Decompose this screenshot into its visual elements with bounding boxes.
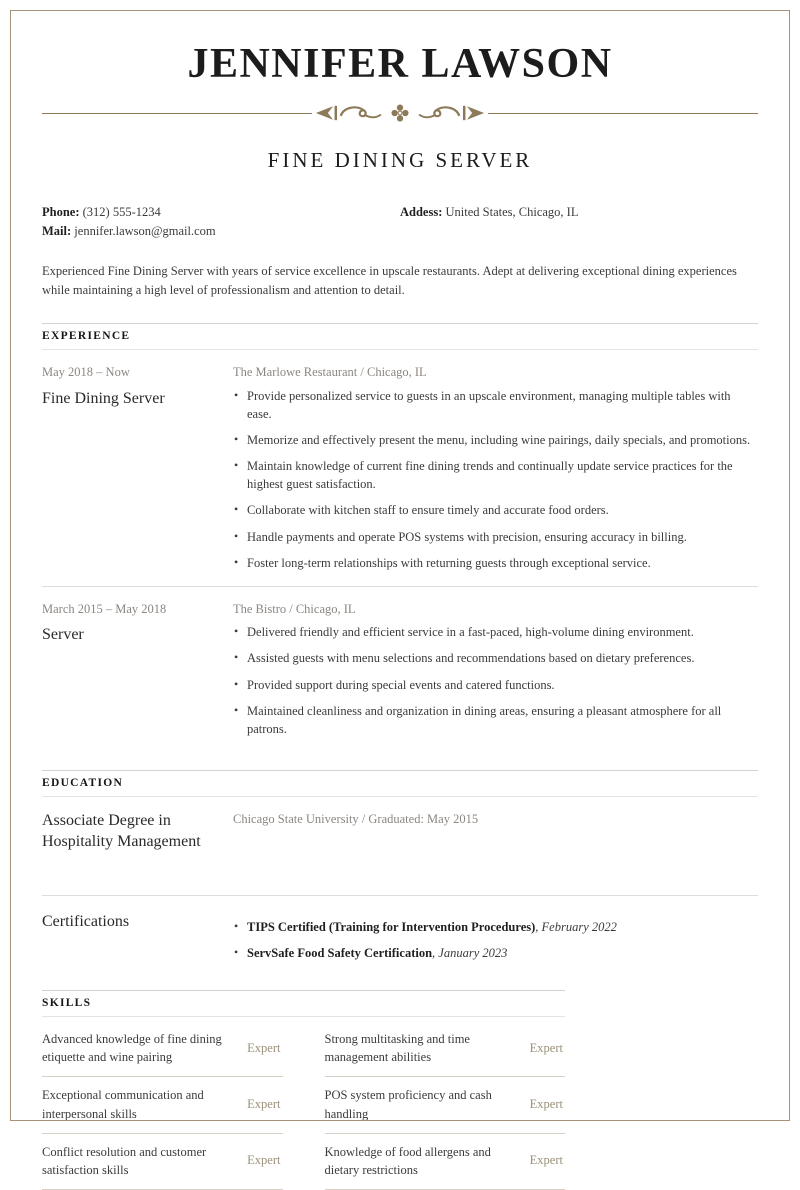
contact-section (42, 203, 758, 242)
experience-entry-left (42, 601, 233, 746)
institution: Chicago State University / Graduated: May 2015 (233, 811, 479, 826)
mail-label: Mail: (42, 224, 72, 239)
job-bullet: • Collaborate with kitchen staff to ensure timely and accurate food orders. (233, 501, 758, 519)
skills-grid (42, 1021, 565, 1190)
contact-mail (42, 222, 400, 241)
skill-level: Expert (247, 1040, 281, 1055)
contact-phone (42, 203, 400, 222)
job-title: Fine Dining Server (42, 389, 165, 407)
job-title: Server (42, 626, 84, 644)
divider-rule-left (42, 113, 312, 114)
job-company: The Bistro / Chicago, IL (233, 601, 356, 616)
education-entry-left (42, 811, 233, 889)
job-bullet-list (233, 387, 758, 572)
skill-name: Exceptional communication and interpersonal skills (42, 1088, 204, 1121)
flourish-divider-icon (314, 102, 486, 124)
skill-item (42, 1077, 283, 1133)
job-dates: March 2015 – May 2018 (42, 601, 167, 616)
phone-label: Phone: (42, 205, 80, 220)
mail-value: jennifer.lawson@gmail.com (74, 224, 216, 239)
skill-item (325, 1134, 566, 1190)
education-entry-right (233, 811, 758, 889)
certification-item (233, 918, 758, 936)
skills-section-header (42, 990, 565, 1017)
education-heading: EDUCATION (42, 776, 124, 789)
skill-name: Advanced knowledge of fine dining etiquette and wine pairing (42, 1032, 222, 1065)
certification-name: TIPS Certified (Training for Intervention Procedures) (247, 919, 536, 934)
entry-divider (42, 895, 758, 896)
job-bullet: • Memorize and effectively present the menu, including wine pairings, daily specials, and promotions. (233, 431, 758, 449)
job-company: The Marlowe Restaurant / Chicago, IL (233, 365, 427, 380)
experience-entry (42, 364, 758, 580)
skill-level: Expert (529, 1153, 563, 1168)
skill-name: Conflict resolution and customer satisfaction skills (42, 1144, 207, 1177)
job-bullet: • Provided support during special events and catered functions. (233, 676, 758, 694)
experience-entry (42, 601, 758, 746)
job-bullet: • Handle payments and operate POS systems with precision, ensuring accuracy in billing. (233, 528, 758, 546)
skill-name: Knowledge of food allergens and dietary restrictions (324, 1144, 491, 1177)
skill-item (325, 1077, 566, 1133)
job-bullet: • Maintain knowledge of current fine dining trends and continually update service practices for the highest guest satisfaction. (233, 457, 758, 493)
candidate-name: JENNIFER LAWSON (187, 41, 613, 87)
certification-item (233, 944, 758, 962)
address-label: Addess: (400, 205, 443, 220)
profile-summary: Experienced Fine Dining Server with years of service excellence in upscale restaurants. Adept at delivering exceptional dining experiences while maintaining a high level of professionalism and attention to detail. (42, 263, 737, 297)
job-bullet: • Provide personalized service to guests in an upscale environment, managing multiple tables with ease. (233, 387, 758, 423)
address-value: United States, Chicago, IL (445, 205, 579, 220)
experience-entry-right (233, 364, 758, 580)
experience-entry-left (42, 364, 233, 580)
skill-item (42, 1134, 283, 1190)
job-headline: FINE DINING SERVER (267, 148, 533, 173)
divider-rule-right (488, 113, 758, 114)
skill-level: Expert (247, 1097, 281, 1112)
experience-entry-right (233, 601, 758, 746)
certifications-entry-left (42, 910, 233, 970)
entry-divider (42, 586, 758, 587)
certification-name: ServSafe Food Safety Certification (247, 946, 433, 961)
skill-level: Expert (529, 1040, 563, 1055)
skill-name: Strong multitasking and time management abilities (324, 1032, 470, 1065)
job-bullet: • Delivered friendly and efficient service in a fast-paced, high-volume dining environment. (233, 623, 758, 641)
skill-level: Expert (529, 1097, 563, 1112)
experience-heading: EXPERIENCE (42, 330, 131, 343)
ornament-divider (42, 102, 758, 124)
job-bullet: • Maintained cleanliness and organization in dining areas, ensuring a pleasant atmosphere for all patrons. (233, 702, 758, 738)
certification-date: , January 2023 (432, 946, 508, 961)
skills-heading: SKILLS (42, 997, 92, 1010)
certifications-entry (42, 910, 758, 970)
skill-item (42, 1021, 283, 1077)
certifications-entry-right (233, 910, 758, 970)
experience-section-header (42, 323, 758, 350)
skill-level: Expert (247, 1153, 281, 1168)
education-section-header (42, 770, 758, 797)
phone-value: (312) 555-1234 (82, 205, 161, 220)
job-dates: May 2018 – Now (42, 365, 130, 380)
certification-list (233, 918, 758, 962)
education-entry (42, 811, 758, 889)
job-bullet-list (233, 623, 758, 738)
certifications-title: Certifications (42, 912, 130, 930)
contact-address (400, 203, 758, 222)
certification-date: , February 2022 (535, 919, 617, 934)
skill-name: POS system proficiency and cash handling (324, 1088, 492, 1121)
degree-title: Associate Degree in Hospitality Management (42, 811, 201, 850)
job-bullet: • Foster long-term relationships with returning guests through exceptional service. (233, 554, 758, 572)
job-bullet: • Assisted guests with menu selections and recommendations based on dietary preferences. (233, 649, 758, 667)
skill-item (325, 1021, 566, 1077)
